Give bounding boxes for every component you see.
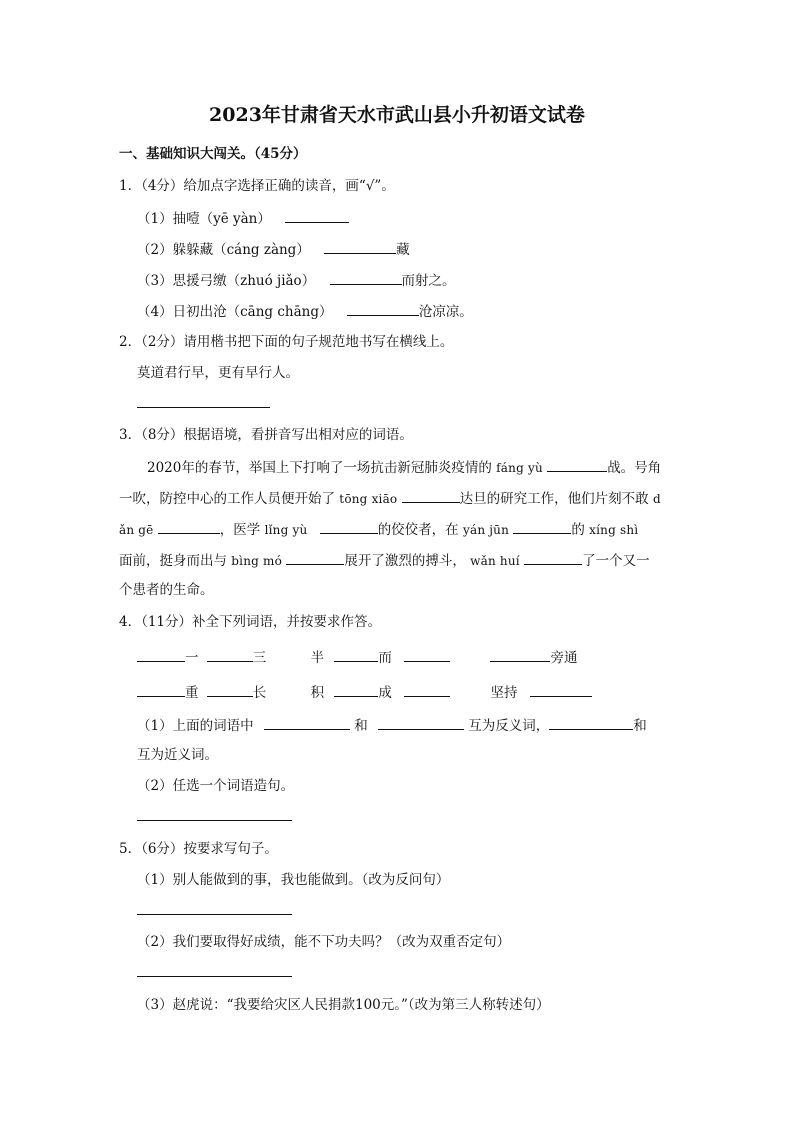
q1-item-3-after: 而射之。 bbox=[401, 273, 456, 289]
q2-answer-line bbox=[137, 393, 270, 413]
pinyin: wǎn huí bbox=[470, 554, 520, 568]
section-heading: 一、基础知识大闯关。（45分） bbox=[119, 146, 307, 162]
answer-blank[interactable] bbox=[334, 647, 378, 662]
q3-line-3 bbox=[119, 519, 638, 539]
answer-blank[interactable] bbox=[549, 715, 633, 730]
q5-item-2: （2）我们要取得好成绩，能不下功夫吗？（改为双重否定句） bbox=[137, 934, 511, 950]
answer-blank[interactable] bbox=[320, 519, 378, 534]
q3-line-4 bbox=[119, 550, 650, 570]
answer-blank[interactable] bbox=[530, 682, 592, 697]
q4-stem: 4．（11分）补全下列词语，并按要求作答。 bbox=[119, 614, 382, 630]
q3-text: 了一个又一 bbox=[582, 553, 650, 569]
answer-blank[interactable] bbox=[402, 488, 460, 503]
answer-blank[interactable] bbox=[285, 208, 349, 223]
q1-item-4 bbox=[137, 301, 473, 321]
q3-text: 的 bbox=[571, 522, 585, 538]
answer-blank[interactable] bbox=[330, 270, 402, 285]
idiom-char: 长 bbox=[252, 685, 267, 701]
q4-sub-1-end: 互为近义词。 bbox=[137, 747, 218, 763]
pinyin: tōng xiāo bbox=[339, 492, 398, 506]
answer-blank[interactable] bbox=[137, 806, 292, 821]
q3-text: 面前，挺身而出与 bbox=[119, 553, 227, 569]
answer-blank[interactable] bbox=[513, 519, 571, 534]
answer-blank[interactable] bbox=[347, 301, 419, 316]
q3-line-5: 个患者的生命。 bbox=[119, 582, 214, 598]
q4-sub-text: 和 bbox=[633, 718, 647, 734]
answer-blank[interactable] bbox=[547, 457, 607, 472]
answer-blank[interactable] bbox=[158, 519, 220, 534]
q5-answer-line-2 bbox=[137, 962, 292, 982]
pinyin: lǐng yù bbox=[264, 523, 308, 537]
q4-answer-line bbox=[137, 806, 292, 826]
q3-text: 2020年的春节，举国上下打响了一场抗击新冠肺炎疫情的 bbox=[147, 460, 492, 476]
q3-text: ，医学 bbox=[219, 522, 261, 538]
idiom-char: 成 bbox=[378, 685, 392, 701]
pinyin: fáng yù bbox=[496, 461, 543, 475]
answer-blank[interactable] bbox=[378, 715, 464, 730]
answer-blank[interactable] bbox=[137, 682, 185, 697]
answer-blank[interactable] bbox=[324, 239, 396, 254]
q4-sub-1 bbox=[137, 715, 647, 735]
idiom-char: 坚持 bbox=[490, 685, 518, 701]
answer-blank[interactable] bbox=[490, 647, 550, 662]
q1-item-4-after: 沧凉凉。 bbox=[418, 304, 473, 320]
idiom-char: 半 bbox=[310, 650, 325, 666]
pinyin: ǎn gē bbox=[119, 523, 154, 537]
idiom-char: 而 bbox=[378, 650, 392, 666]
page-title: 2023年甘肃省天水市武山县小升初语文试卷 bbox=[209, 104, 585, 126]
q3-text: 展开了激烈的搏斗， bbox=[344, 553, 466, 569]
q1-item-1 bbox=[137, 208, 349, 228]
q3-line-2 bbox=[119, 488, 661, 508]
pinyin: xíng shì bbox=[589, 523, 639, 537]
pinyin: bìng mó bbox=[231, 554, 283, 568]
q2-stem: 2．（2分）请用楷书把下面的句子规范地书写在横线上。 bbox=[119, 334, 454, 350]
q5-stem: 5．（6分）按要求写句子。 bbox=[119, 841, 278, 857]
q1-item-2 bbox=[137, 239, 410, 259]
q5-item-1: （1）别人能做到的事，我也能做到。（改为反问句） bbox=[137, 872, 450, 888]
answer-blank[interactable] bbox=[404, 647, 450, 662]
q1-item-3-label: （3）思援弓缴（zhuó jiǎo） bbox=[137, 273, 316, 289]
q1-item-2-label: （2）躲躲藏（cáng zàng） bbox=[137, 242, 310, 258]
answer-blank[interactable] bbox=[137, 393, 270, 408]
q2-sentence: 莫道君行早，更有早行人。 bbox=[137, 365, 299, 381]
q1-item-4-label: （4）日初出沧（cāng chāng） bbox=[137, 304, 333, 320]
idiom-char: 积 bbox=[310, 685, 325, 701]
idiom-char: 一 bbox=[185, 650, 199, 666]
answer-blank[interactable] bbox=[207, 647, 253, 662]
q1-item-1-label: （1）抽噎（yē yàn） bbox=[137, 211, 271, 227]
q4-sub-text: 互为反义词， bbox=[468, 718, 550, 734]
q4-sub-text: （1）上面的词语中 bbox=[137, 718, 254, 734]
q4-row-2 bbox=[137, 682, 592, 702]
answer-blank[interactable] bbox=[334, 682, 378, 697]
q5-answer-line-1 bbox=[137, 900, 292, 920]
answer-blank[interactable] bbox=[207, 682, 253, 697]
idiom-char: 重 bbox=[185, 685, 199, 701]
q1-item-2-after: 藏 bbox=[396, 242, 410, 258]
pinyin: yán jūn bbox=[462, 523, 510, 537]
answer-blank[interactable] bbox=[137, 900, 292, 915]
q3-text: 战。号角 bbox=[607, 460, 662, 476]
idiom-char: 旁通 bbox=[550, 650, 578, 666]
q4-sub-text: 和 bbox=[354, 718, 368, 734]
answer-blank[interactable] bbox=[264, 715, 350, 730]
q3-text: 一吹，防控中心的工作人员便开始了 bbox=[119, 491, 335, 507]
q3-stem: 3．（8分）根据语境，看拼音写出相对应的词语。 bbox=[119, 427, 413, 443]
answer-blank[interactable] bbox=[524, 550, 582, 565]
q3-line-1 bbox=[147, 457, 661, 477]
answer-blank[interactable] bbox=[137, 962, 292, 977]
answer-blank[interactable] bbox=[286, 550, 344, 565]
q4-sub-2: （2）任选一个词语造句。 bbox=[137, 778, 295, 794]
q3-text: 达旦的研究工作，他们片刻不敢 bbox=[459, 491, 649, 507]
answer-blank[interactable] bbox=[404, 682, 450, 697]
q4-row-1 bbox=[137, 647, 577, 667]
pinyin: d bbox=[652, 492, 661, 506]
answer-blank[interactable] bbox=[137, 647, 185, 662]
q3-text: 的佼佼者，在 bbox=[377, 522, 459, 538]
idiom-char: 三 bbox=[252, 650, 267, 666]
q5-item-3: （3）赵虎说：“我要给灾区人民捐款100元。”（改为第三人称转述句） bbox=[137, 997, 550, 1013]
q1-item-3 bbox=[137, 270, 456, 290]
q1-stem: 1．（4分）给加点字选择正确的读音，画“√”。 bbox=[119, 178, 395, 194]
